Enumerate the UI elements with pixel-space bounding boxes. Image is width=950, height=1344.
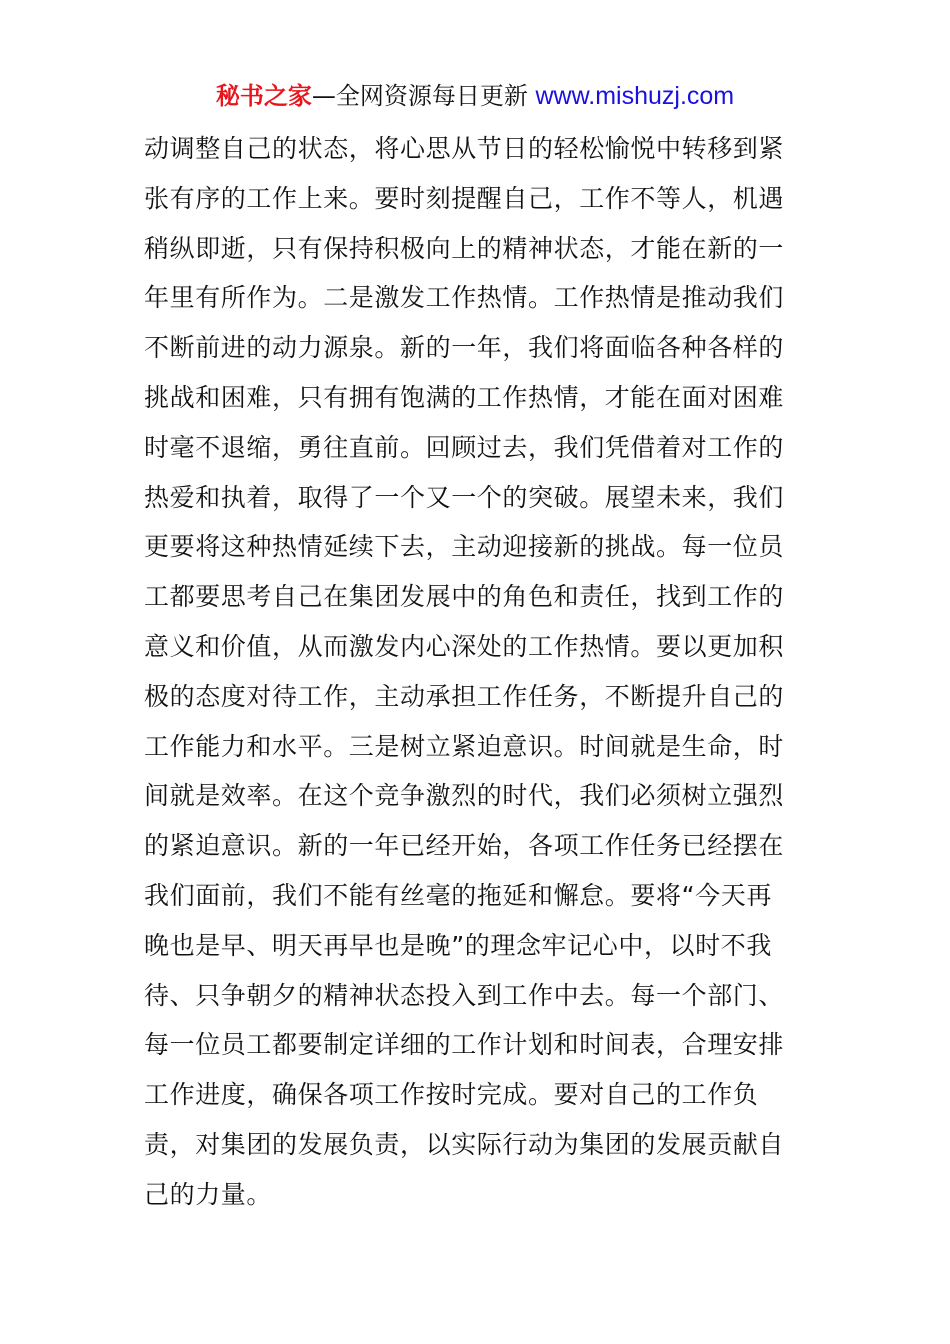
site-url-link[interactable]: www.mishuzj.com	[535, 82, 735, 110]
text-line: 己的力量。	[144, 1179, 273, 1209]
brand-name: 秘书之家	[215, 82, 312, 110]
text-line: 不断前进的动力源泉。新的一年，我们将面临各种各样的	[144, 333, 785, 363]
text-line: 稍纵即逝，只有保持积极向上的精神状态，才能在新的一	[144, 233, 785, 263]
text-line: 动调整自己的状态，将心思从节日的轻松愉悦中转移到紧	[144, 134, 785, 163]
text-line: 工作能力和水平。三是树立紧迫意识。时间就是生命，时	[144, 731, 785, 761]
text-line: 晚也是早、明天再早也是晚”的理念牢记心中，以时不我	[144, 930, 772, 960]
text-line: 间就是效率。在这个竞争激烈的时代，我们必须树立强烈	[144, 781, 785, 811]
text-line: 年里有所作为。二是激发工作热情。工作热情是推动我们	[144, 283, 785, 313]
header-tagline: —全网资源每日更新	[311, 82, 536, 110]
text-line: 热爱和执着，取得了一个又一个的突破。展望未来，我们	[144, 482, 785, 512]
text-line: 意义和价值，从而激发内心深处的工作热情。要以更加积	[144, 631, 785, 661]
text-line: 极的态度对待工作，主动承担工作任务，不断提升自己的	[144, 681, 785, 711]
text-line: 工都要思考自己在集团发展中的角色和责任，找到工作的	[144, 582, 785, 612]
text-line: 时毫不退缩，勇往直前。回顾过去，我们凭借着对工作的	[144, 432, 785, 462]
text-line: 责，对集团的发展负责，以实际行动为集团的发展贡献自	[144, 1129, 785, 1159]
text-line: 张有序的工作上来。要时刻提醒自己，工作不等人，机遇	[144, 183, 785, 213]
text-line: 的紧迫意识。新的一年已经开始，各项工作任务已经摆在	[144, 831, 785, 861]
body-paragraph	[144, 124, 812, 1220]
page-header	[0, 80, 950, 112]
text-line: 挑战和困难，只有拥有饱满的工作热情，才能在面对困难	[144, 382, 785, 412]
text-line: 每一位员工都要制定详细的工作计划和时间表，合理安排	[144, 1030, 785, 1060]
text-line: 我们面前，我们不能有丝毫的拖延和懈怠。要将“今天再	[144, 880, 772, 910]
text-line: 待、只争朝夕的精神状态投入到工作中去。每一个部门、	[144, 980, 785, 1010]
text-line: 更要将这种热情延续下去，主动迎接新的挑战。每一位员	[144, 532, 785, 562]
text-line: 工作进度，确保各项工作按时完成。要对自己的工作负	[144, 1080, 759, 1110]
